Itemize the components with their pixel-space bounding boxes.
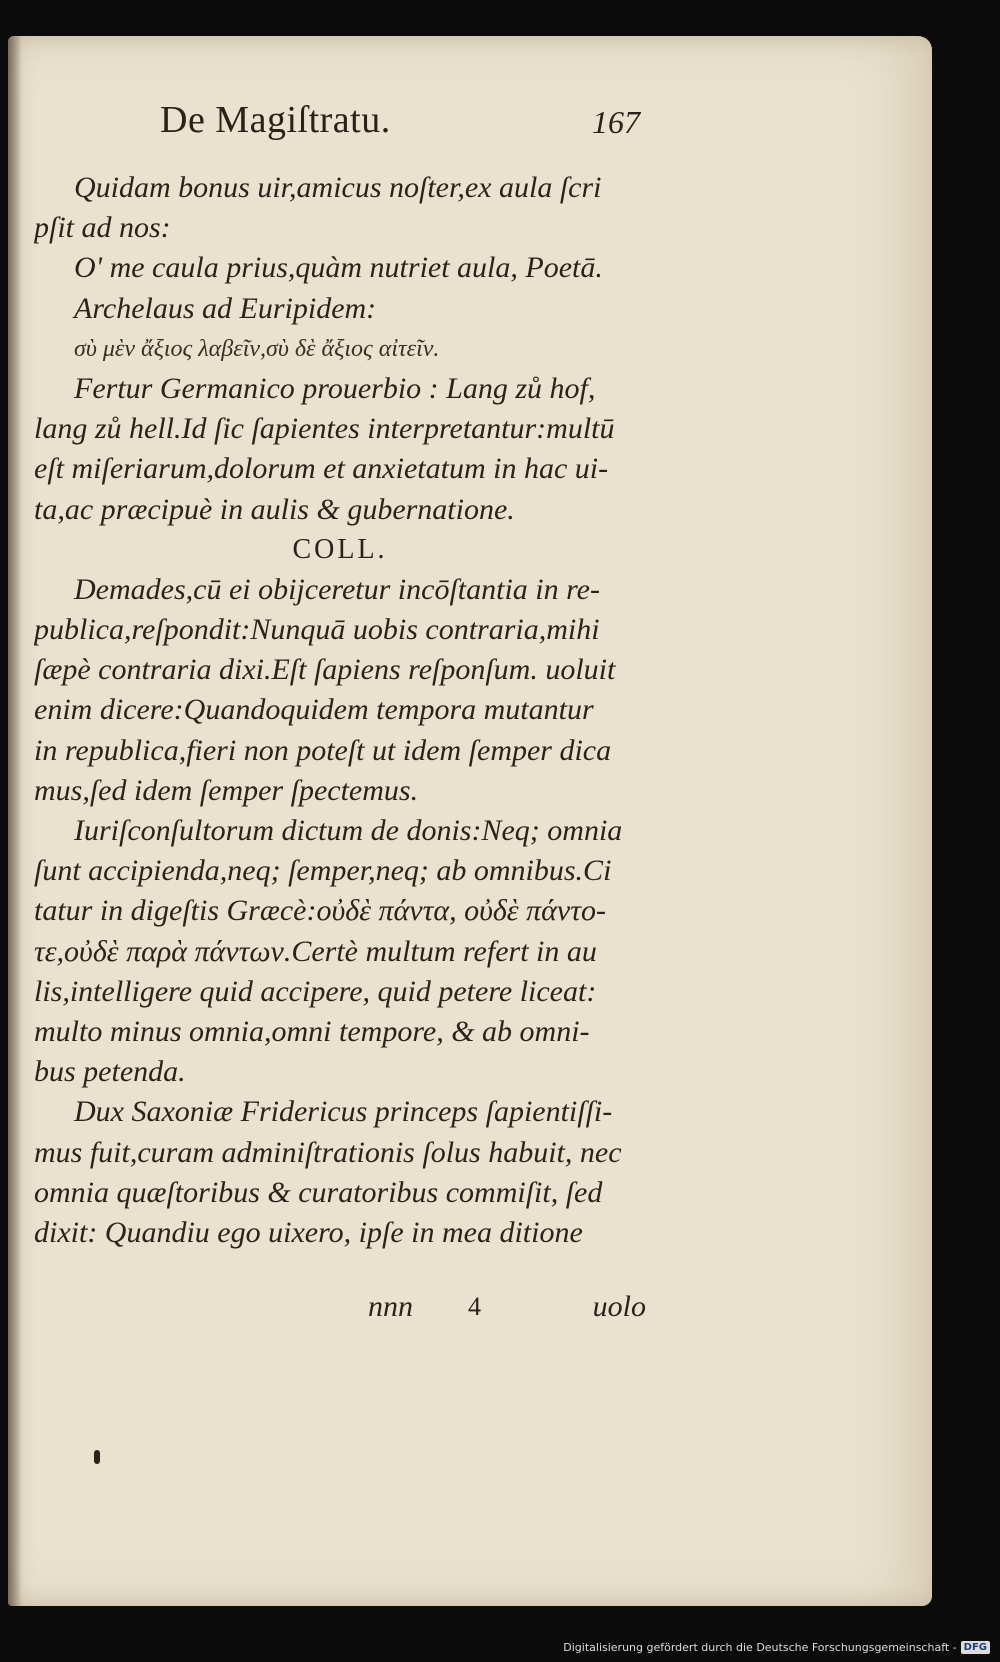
section-heading: COLL. xyxy=(292,533,388,565)
text-line: omnia quæſtoribus & curatoribus commiſit, ſed xyxy=(34,1175,603,1209)
catchword: uolo xyxy=(592,1290,646,1323)
page-number: 167 xyxy=(592,104,640,140)
footer-text: Digitalisierung gefördert durch die Deutsche Forschungsgemeinschaft - xyxy=(563,1640,957,1654)
text-line: ſæpè contraria dixi.Eſt ſapiens reſponſum. uoluit xyxy=(34,653,616,687)
dfg-logo: DFG xyxy=(961,1641,990,1654)
text-line: pſit ad nos: xyxy=(34,211,171,245)
text-line: Fertur Germanico prouerbio : Lang zů hof, xyxy=(74,371,596,405)
text-line: Dux Saxoniæ Fridericus princeps ſapientiſſi- xyxy=(74,1095,613,1129)
greek-line: σὺ μὲν ἄξιος λαβεῖν,σὺ δὲ ἄξιος αἰτεῖν. xyxy=(74,335,440,362)
text-line: τε,οὐδὲ παρὰ πάντων.Certè multum refert in au xyxy=(34,934,597,968)
text-line: lang zů hell.Id ſic ſapientes interpretantur:multū xyxy=(34,412,615,446)
text-line: Quidam bonus uir,amicus noſter,ex aula ſcri xyxy=(74,171,602,204)
text-line: ta,ac præcipuè in aulis & gubernatione. xyxy=(34,492,515,526)
ink-mark xyxy=(94,1450,100,1464)
text-line: Demades,cū ei obijceretur incōſtantia in re- xyxy=(74,572,600,606)
signature-number: 4 xyxy=(468,1292,481,1321)
text-line: mus fuit,curam adminiſtrationis ſolus habuit, nec xyxy=(34,1135,622,1169)
text-line: enim dicere:Quandoquidem tempora mutantur xyxy=(34,693,594,727)
text-line: O' me caula prius,quàm nutriet aula, Poetā. xyxy=(74,251,603,285)
page-gutter-shadow xyxy=(8,36,22,1606)
text-line: publica,reſpondit:Nunquā uobis contraria,mihi xyxy=(34,613,600,647)
text-line: Iuriſconſultorum dictum de donis:Neq; omnia xyxy=(74,814,623,847)
signature-mark: nnn xyxy=(368,1290,413,1323)
text-line: ſunt accipienda,neq; ſemper,neq; ab omnibus.Ci xyxy=(34,854,612,888)
text-line: lis,intelligere quid accipere, quid petere liceat: xyxy=(34,974,597,1008)
text-line: tatur in digeſtis Græcè:οὐδὲ πάντα, οὐδὲ πάντο- xyxy=(34,894,606,928)
running-title: De Magiſtratu. xyxy=(160,99,391,141)
text-line: bus petenda. xyxy=(34,1055,186,1089)
text-line: dixit: Quandiu ego uixero, ipſe in mea ditione xyxy=(34,1215,583,1249)
text-line: eſt miſeriarum,dolorum et anxietatum in hac ui- xyxy=(34,452,609,486)
catchline xyxy=(340,1290,646,1330)
text-line: multo minus omnia,omni tempore, & ab omni- xyxy=(34,1014,590,1048)
text-line: mus,ſed idem ſemper ſpectemus. xyxy=(34,773,419,807)
text-line: in republica,fieri non poteſt ut idem ſemper dica xyxy=(34,733,612,767)
digitization-footer xyxy=(563,1638,990,1656)
body-text xyxy=(34,168,646,1253)
text-line: Archelaus ad Euripidem: xyxy=(74,291,377,325)
